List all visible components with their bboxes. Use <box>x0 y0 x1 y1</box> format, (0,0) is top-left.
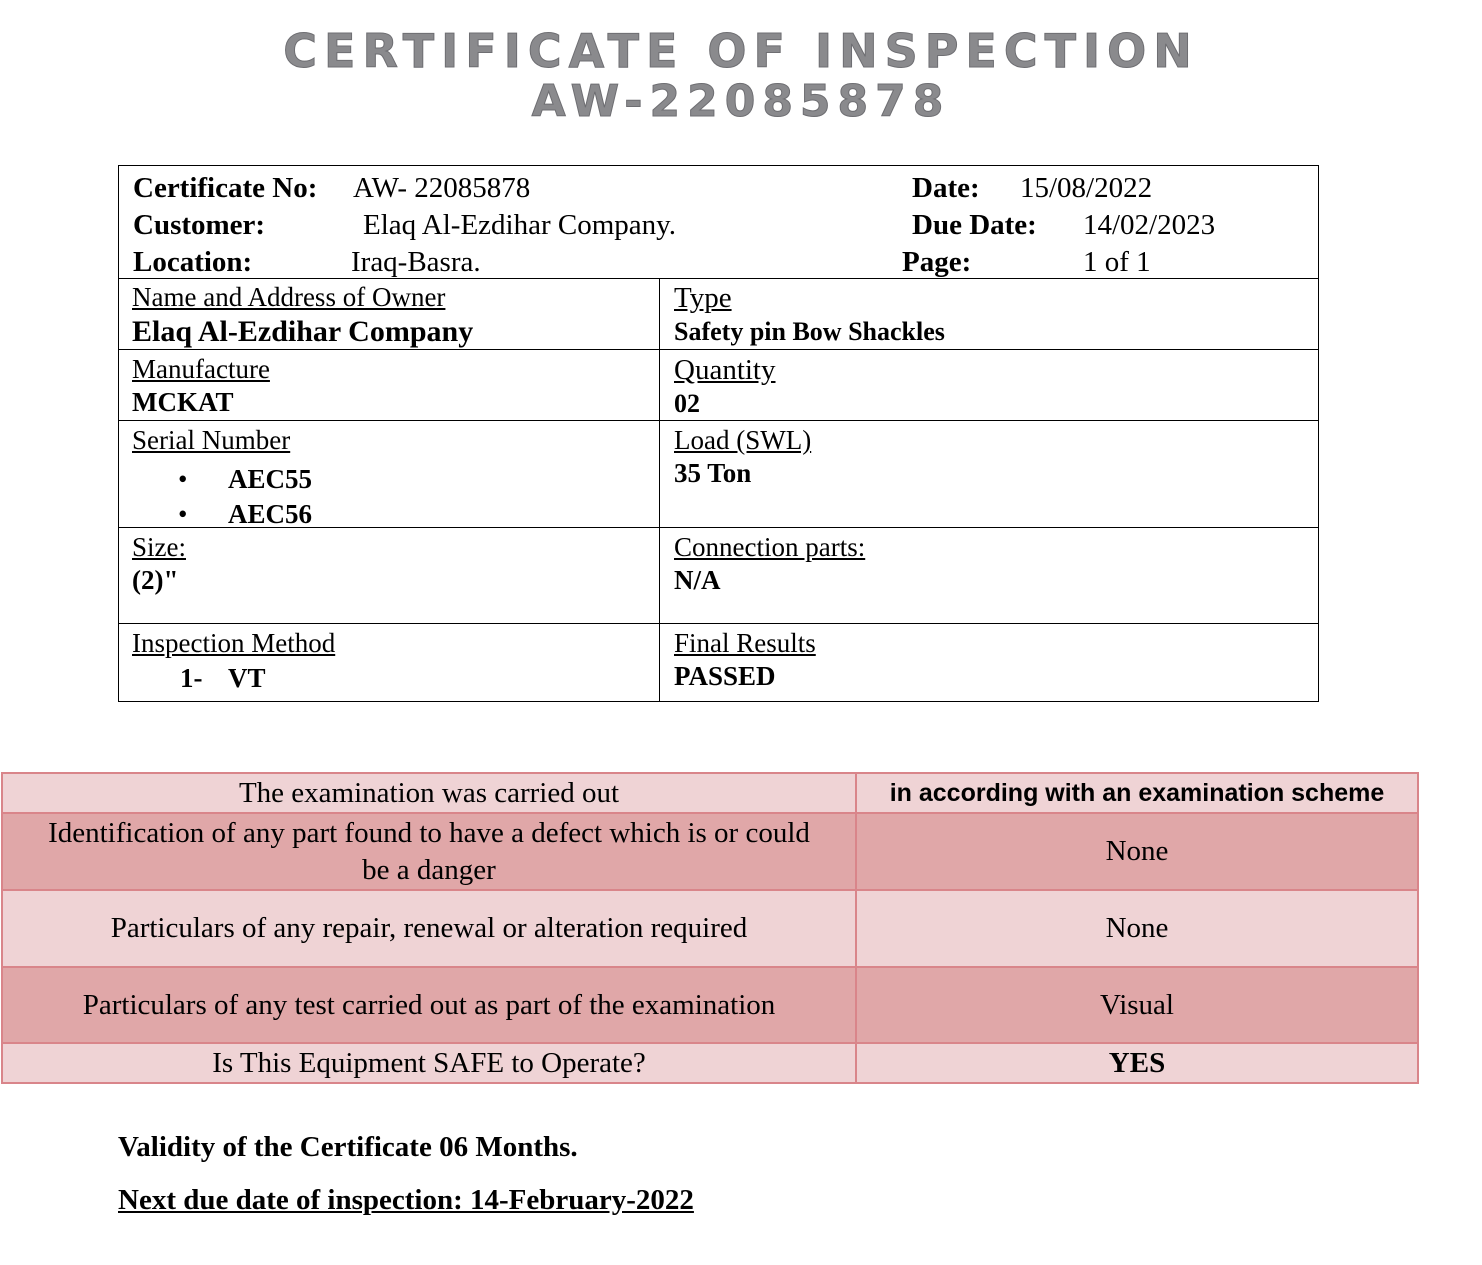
manufacture-value: MCKAT <box>132 387 234 417</box>
next-due-note: Next due date of inspection: 14-February-2022 <box>118 1184 694 1216</box>
owner-value: Elaq Al-Ezdihar Company <box>132 315 474 348</box>
table-row <box>2 967 1418 1043</box>
table-row <box>2 813 1418 890</box>
quantity-label: Quantity <box>674 354 776 386</box>
quantity-cell <box>660 350 1318 420</box>
load-value: 35 Ton <box>674 458 752 488</box>
exam-question: The examination was carried out <box>2 773 856 813</box>
details-grid <box>119 278 1318 702</box>
exam-answer: Visual <box>856 967 1418 1043</box>
due-date-value: 14/02/2023 <box>1083 209 1216 241</box>
exam-question: Identification of any part found to have a defect which is or could be a danger <box>2 813 856 890</box>
details-row <box>119 421 1318 528</box>
serial-item: • AEC56 <box>132 497 659 532</box>
details-row <box>119 278 1318 350</box>
details-row <box>119 528 1318 624</box>
serial-label: Serial Number <box>132 425 291 455</box>
title-line-2: AW-22085878 <box>531 76 951 127</box>
results-label: Final Results <box>674 628 816 658</box>
connection-cell <box>660 528 1318 623</box>
method-label: Inspection Method <box>132 628 336 658</box>
owner-cell <box>119 278 660 349</box>
location-value: Iraq-Basra. <box>351 246 481 278</box>
size-cell <box>119 528 660 623</box>
details-row <box>119 350 1318 421</box>
certificate-info-box <box>118 165 1319 702</box>
exam-question: Particulars of any repair, renewal or alteration required <box>2 890 856 967</box>
quantity-value: 02 <box>674 389 700 418</box>
certificate-header <box>119 166 1318 279</box>
type-label: Type <box>674 282 732 314</box>
validity-note: Validity of the Certificate 06 Months. <box>118 1131 578 1163</box>
connection-label: Connection parts: <box>674 532 866 562</box>
method-cell <box>119 624 660 702</box>
manufacture-label: Manufacture <box>132 354 270 384</box>
method-number: 1- <box>180 663 203 693</box>
page-value: 1 of 1 <box>1083 246 1151 278</box>
exam-question: Is This Equipment SAFE to Operate? <box>2 1043 856 1083</box>
date-value: 15/08/2022 <box>1020 172 1153 204</box>
exam-question: Particulars of any test carried out as part of the examination <box>2 967 856 1043</box>
details-row <box>119 624 1318 702</box>
load-label: Load (SWL) <box>674 425 812 455</box>
exam-answer: in according with an examination scheme <box>856 773 1418 813</box>
customer-value: Elaq Al-Ezdihar Company. <box>363 209 677 241</box>
results-cell <box>660 624 1318 702</box>
serial-cell <box>119 421 660 527</box>
certificate-title <box>0 24 1482 127</box>
certificate-no-label: Certificate No: <box>133 172 318 204</box>
date-label: Date: <box>912 172 980 204</box>
results-value: PASSED <box>674 661 776 691</box>
type-cell <box>660 278 1318 349</box>
exam-answer: None <box>856 890 1418 967</box>
manufacture-cell <box>119 350 660 420</box>
page-label: Page: <box>902 246 972 278</box>
method-item <box>132 663 659 694</box>
table-row <box>2 1043 1418 1083</box>
size-label: Size: <box>132 532 186 562</box>
exam-answer: None <box>856 813 1418 890</box>
title-line-1: CERTIFICATE OF INSPECTION <box>283 24 1199 78</box>
table-row <box>2 773 1418 813</box>
customer-label: Customer: <box>133 209 266 241</box>
load-cell <box>660 421 1318 527</box>
examination-table <box>1 772 1419 1084</box>
due-date-label: Due Date: <box>912 209 1037 241</box>
table-row <box>2 890 1418 967</box>
owner-label: Name and Address of Owner <box>132 282 446 312</box>
certificate-no-value: AW- 22085878 <box>353 172 531 204</box>
exam-answer: YES <box>856 1043 1418 1083</box>
connection-value: N/A <box>674 565 721 595</box>
serial-item: • AEC55 <box>132 462 659 497</box>
serial-list <box>132 462 659 532</box>
type-value: Safety pin Bow Shackles <box>674 317 945 346</box>
location-label: Location: <box>133 246 253 278</box>
size-value: (2)" <box>132 565 179 595</box>
method-value: VT <box>228 663 266 693</box>
